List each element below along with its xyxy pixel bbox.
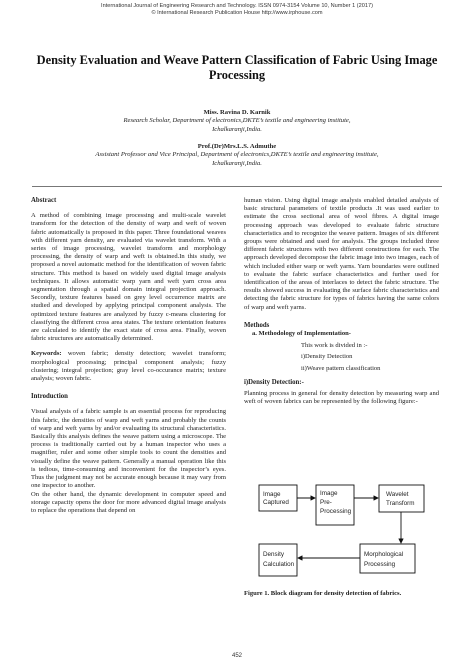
author-affiliation-city: Ichalkaranji,India.: [212, 159, 262, 167]
density-detection-heading: i)Density Detection:-: [244, 378, 304, 386]
abstract-heading: Abstract: [31, 197, 57, 204]
right-column: [244, 197, 439, 406]
box-label: Image: [263, 491, 281, 498]
author-block-1: [40, 109, 434, 134]
author-block-2: [40, 143, 434, 168]
work-divided-text: This work is divided in :-: [301, 342, 368, 350]
block-diagram: [244, 480, 442, 585]
journal-header-line1: International Journal of Engineering Research and Technology. ISSN 0974-3154 Volume 10, Number 1 (2017): [101, 3, 373, 9]
journal-header-line2: © International Research Publication House http://www.irphouse.com: [151, 10, 323, 17]
box-label: Processing: [364, 561, 396, 568]
left-column: [31, 197, 226, 515]
wavelet-transform-box: [379, 485, 424, 512]
box-label: Captured: [263, 499, 289, 506]
image-preprocessing-box: [316, 485, 354, 525]
image-captured-box: [259, 485, 297, 511]
author-name: Prof.(Dr)Mrs.L.S. Admuthe: [197, 143, 277, 150]
morphological-processing-box: [360, 544, 415, 573]
author-affiliation: Assistant Professor and Vice Principal, Department of electronics,DKTE’s textile and engineering institute,: [95, 151, 379, 159]
journal-header: [0, 3, 474, 18]
body-paragraph: human vision. Using digital image analysis enabled detailed analysis of basic structural parameters of textile products .It was used earlier to estimate the cross sectional area of wool fibres. A digital image processing approach was developed to evaluate fabric structure characteristics and to recognize the weave pattern. Images of six different groups were obtained and used for analysis. The groups included three different fabric structures with two different constructions for each. The approach developed decompose the fabric image into two images, each of which included either warp or weft yarns. Yarn boundaries were outlined to evaluate the fabric surface characteristics and further used for identification of the areas of interlaces to detect the fabric structure. The results showed success in evaluating the surface fabric characteristics and detecting the fabric structure for types of fabrics having the same colors of warp and weft yarns.: [244, 197, 439, 311]
box-label: Density: [263, 551, 284, 558]
density-calculation-box: [259, 544, 297, 576]
introduction-paragraph-1: Visual analysis of a fabric sample is an essential process for reproducing this fabric, the densities of warp and weft yarns and probably the counts of warp and weft yarns by and/or evaluating its structural characteristics. Basically this analysis defines the weave pattern using a microscope. The process is traditionally carried out by a human inspector who uses a magnifier, ruler and some other simple tools to count the densities and visually define the weave pattern. Generally a manual operation like this is tedious, time-consuming and inconvenient for the inspector’s eyes. Thus the judgment may not be accurate enough because it may vary from one inspector to another.: [31, 408, 226, 490]
box-label: Image: [320, 490, 338, 497]
keywords-paragraph: [31, 350, 226, 383]
box-label: Wavelet: [386, 491, 409, 498]
introduction-heading: Introduction: [31, 393, 68, 401]
methods-subheading: a. Methodology of Implementation-: [252, 330, 351, 338]
methods-heading: Methods: [244, 321, 270, 329]
box-label: Processing: [320, 508, 352, 515]
list-item: i)Density Detection: [301, 353, 353, 361]
keywords-label: Keywords:: [31, 350, 62, 358]
author-name: Miss. Ravina D. Karnik: [203, 109, 271, 116]
list-item: ii)Weave pattern classification: [301, 364, 381, 372]
abstract-text: A method of combining image processing and multi-scale wavelet transform for the detection of the density of warp and weft of woven fabric automatically is proposed in this paper. Three foundational weaves with different yarn density, are evaluated via wavelet transform. With a series of image processing, wavelet transform and morphology processing, the density of warp and weft is obtained.In this study, we proposed a novel automatic method for the identification of woven fabric structure. This method is based on widely used digital image analysis techniques. It allows automatic warp yarn and weft yarn cross area segmentation through a spatial domain integral projection approach. Secondly, texture features based on grey level occurrence matrix are studied and developed by applying principal component analysis. The optimized texture features are analyzed by fuzzy c-means clustering for classifying the different cross area states. The texture orientation features are calculated to identify the exact state of cross area. Finally, woven fabric structures are automatically determined.: [31, 212, 226, 343]
header-divider: [32, 186, 442, 187]
density-detection-text: Planning process in general for density detection by measuring warp and weft of woven fabrics can be represented by the following figure:-: [244, 390, 439, 406]
keywords-text: woven fabric; density detection; wavelet transform; morphological processing; principal component analysis; fuzzy clustering; integral projection; gray level co-occurance matrix; texture analysis; woven fabric.: [31, 350, 226, 383]
box-label: Calculation: [263, 561, 295, 568]
box-label: Transform: [386, 500, 415, 507]
author-affiliation: Research Scholar, Department of electronics,DKTE’s textile and engineering institute,: [123, 117, 351, 125]
author-affiliation-city: Ichalkaranji,India.: [212, 125, 262, 133]
paper-title: Density Evaluation and Weave Pattern Classification of Fabric Using Image Processing: [36, 53, 438, 82]
figure-caption: Figure 1. Block diagram for density detection of fabrics.: [244, 590, 402, 597]
box-label: Morphological: [364, 551, 404, 558]
page-number: 452: [231, 653, 242, 659]
introduction-paragraph-2: On the other hand, the dynamic development in computer speed and storage capacity opens the door for more advanced digital image analysis to replace the operations that depend on: [31, 490, 226, 514]
box-label: Pre-: [320, 499, 332, 506]
